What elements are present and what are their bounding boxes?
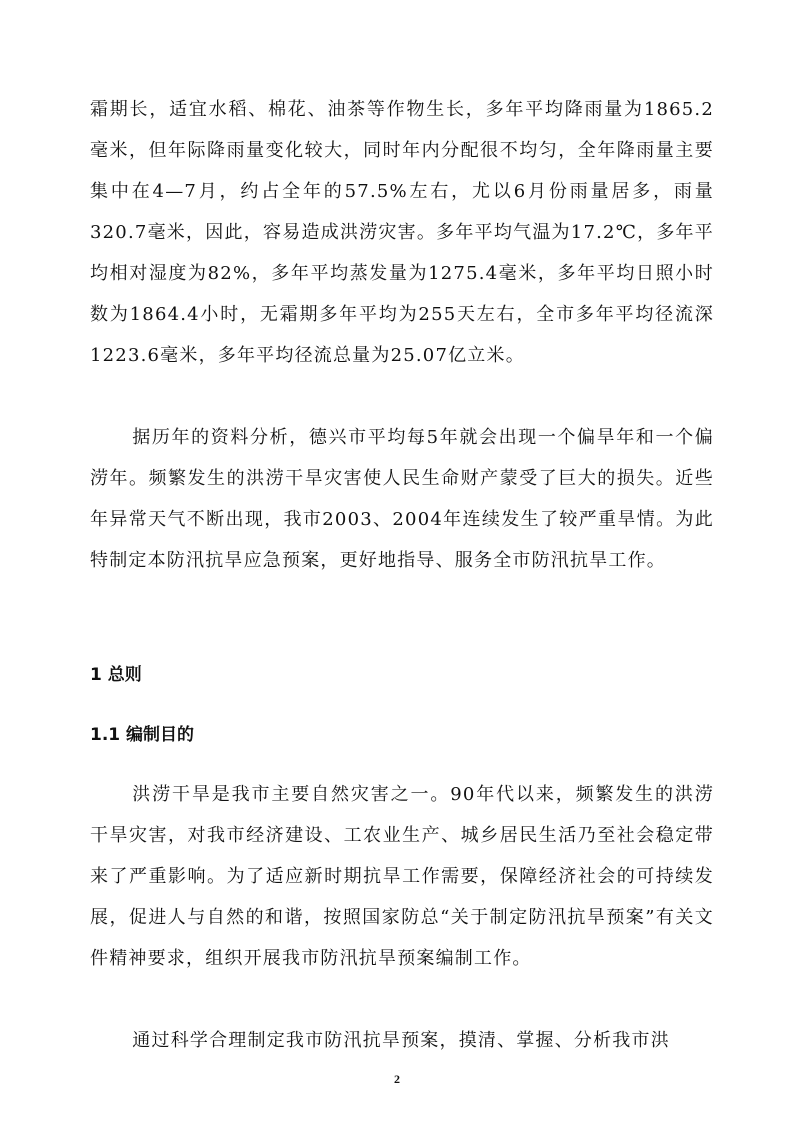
paragraph-climate: 霜期长，适宜水稻、棉花、油茶等作物生长，多年平均降雨量为1865.2毫米，但年际降雨量变化较大，同时年内分配很不均匀，全年降雨量主要集中在4—7月，约占全年的57.5%左右，尤以6月份雨量居多，雨量320.7毫米，因此，容易造成洪涝灾害。多年平均气温为17.2℃，多年平均相对湿度为82%，多年平均蒸发量为1275.4毫米，多年平均日照小时数为1864.4小时，无霜期多年平均为255天左右，全市多年平均径流深1223.6毫米，多年平均径流总量为25.07亿立米。 xyxy=(90,99,714,366)
paragraph-drought-flood-history: 据历年的资料分析，德兴市平均每5年就会出现一个偏旱年和一个偏涝年。频繁发生的洪涝干旱灾害使人民生命财产蒙受了巨大的损失。近些年异常天气不断出现，我市2003、2004年连续发生了较严重旱情。为此特制定本防汛抗旱应急预案，更好地指导、服务全市防汛抗旱工作。 xyxy=(90,427,714,571)
paragraph-method: 通过科学合理制定我市防汛抗旱预案，摸清、掌握、分析我市洪 xyxy=(132,1030,670,1051)
subsection-heading-purpose: 1.1 编制目的 xyxy=(90,725,195,745)
page-number: 2 xyxy=(394,1072,400,1086)
paragraph-purpose: 洪涝干旱是我市主要自然灾害之一。90年代以来，频繁发生的洪涝干旱灾害，对我市经济建设、工农业生产、城乡居民生活乃至社会稳定带来了严重影响。为了适应新时期抗旱工作需要，保障经济社会的可持续发展，促进人与自然的和谐，按照国家防总“关于制定防汛抗旱预案”有关文件精神要求，组织开展我市防汛抗旱预案编制工作。 xyxy=(90,784,714,969)
section-heading-general: 1 总则 xyxy=(90,665,142,685)
